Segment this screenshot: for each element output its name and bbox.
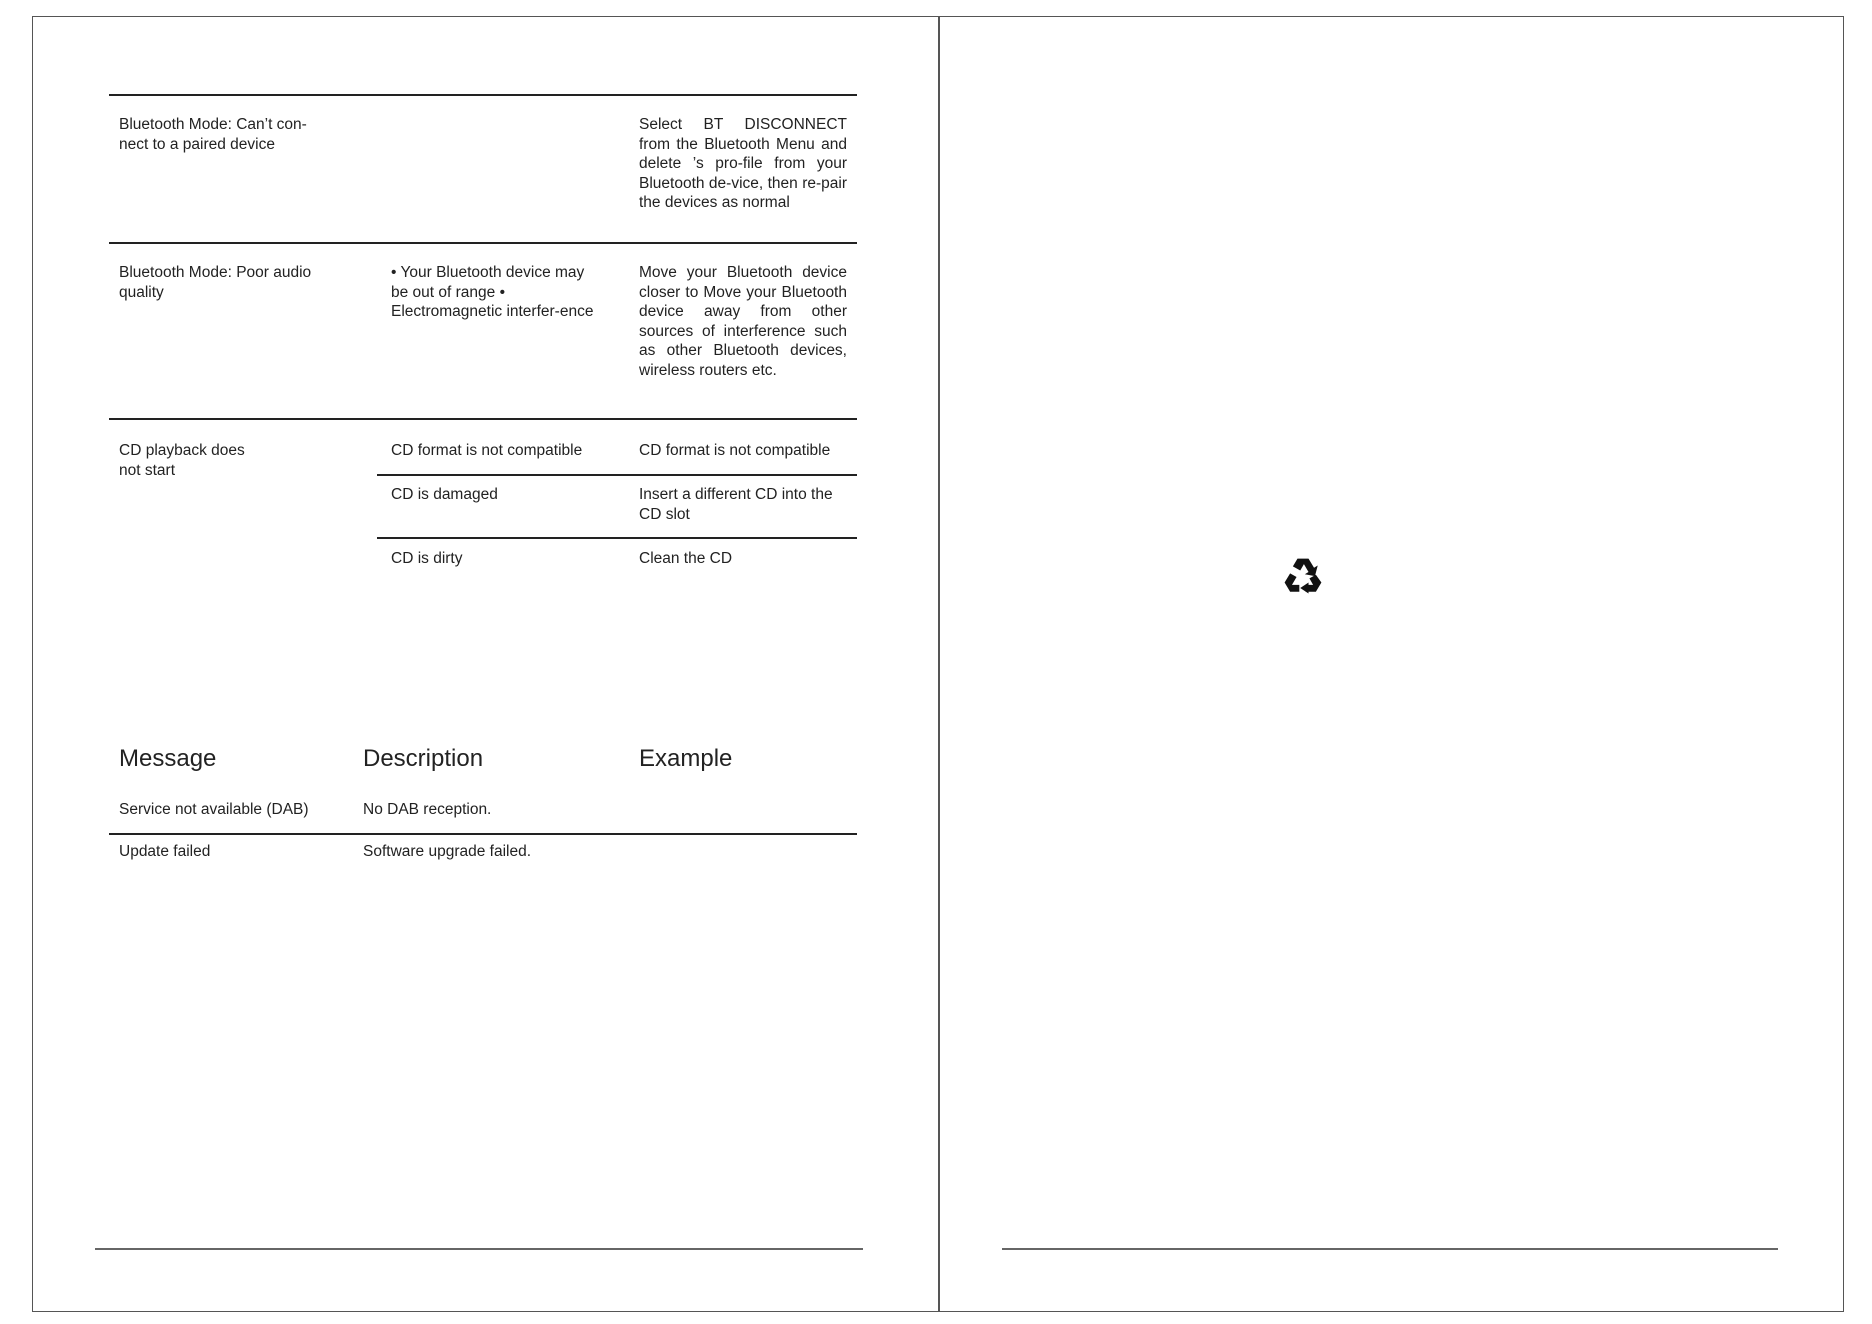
description-cell: No DAB reception. bbox=[363, 801, 492, 818]
solution-cell: CD format is not compatible bbox=[639, 442, 831, 459]
solution-cell: Insert a different CD into the CD slot bbox=[639, 486, 833, 523]
message-header: Message bbox=[119, 745, 217, 772]
problem-cell: CD playback does not start bbox=[119, 442, 245, 479]
table-row bbox=[109, 242, 857, 418]
footer-rule bbox=[95, 1248, 863, 1250]
description-cell: Software upgrade failed. bbox=[363, 843, 532, 860]
cause-cell: • Your Bluetooth device may be out of range • Electromagnetic interfer-ence bbox=[391, 264, 594, 320]
message-cell: Update failed bbox=[119, 843, 211, 860]
solution-cell: Move your Bluetooth device closer to Move your Bluetooth device away from other sources of interference such as other Bluetooth devices, wireless routers etc. bbox=[639, 264, 847, 379]
solution-cell: Clean the CD bbox=[639, 550, 733, 567]
table-row bbox=[109, 418, 857, 580]
problem-cell: Bluetooth Mode: Poor audio quality bbox=[119, 264, 312, 301]
problem-cell: Bluetooth Mode: Can’t con-nect to a paired device bbox=[119, 116, 307, 153]
manual-spread bbox=[32, 16, 1844, 1312]
troubleshooting-table bbox=[109, 94, 857, 580]
message-row-divider bbox=[109, 833, 857, 835]
footer-rule bbox=[1002, 1248, 1778, 1250]
left-page bbox=[33, 17, 938, 1311]
cause-cell: CD format is not compatible bbox=[391, 442, 583, 459]
cause-cell: CD is dirty bbox=[391, 550, 463, 567]
example-header: Example bbox=[639, 745, 733, 772]
description-header: Description bbox=[363, 745, 484, 772]
recycle-icon bbox=[1280, 554, 1326, 600]
message-cell: Service not available (DAB) bbox=[119, 801, 309, 818]
sub-row-divider bbox=[377, 537, 857, 539]
solution-cell: Select BT DISCONNECT from the Bluetooth Menu and delete ’s pro-file from your Bluetooth de-vice, then re-pair the devices as normal bbox=[639, 116, 847, 211]
sub-row-divider bbox=[377, 474, 857, 476]
table-row bbox=[109, 94, 857, 242]
cause-cell: CD is damaged bbox=[391, 486, 498, 503]
right-page bbox=[940, 17, 1845, 1311]
